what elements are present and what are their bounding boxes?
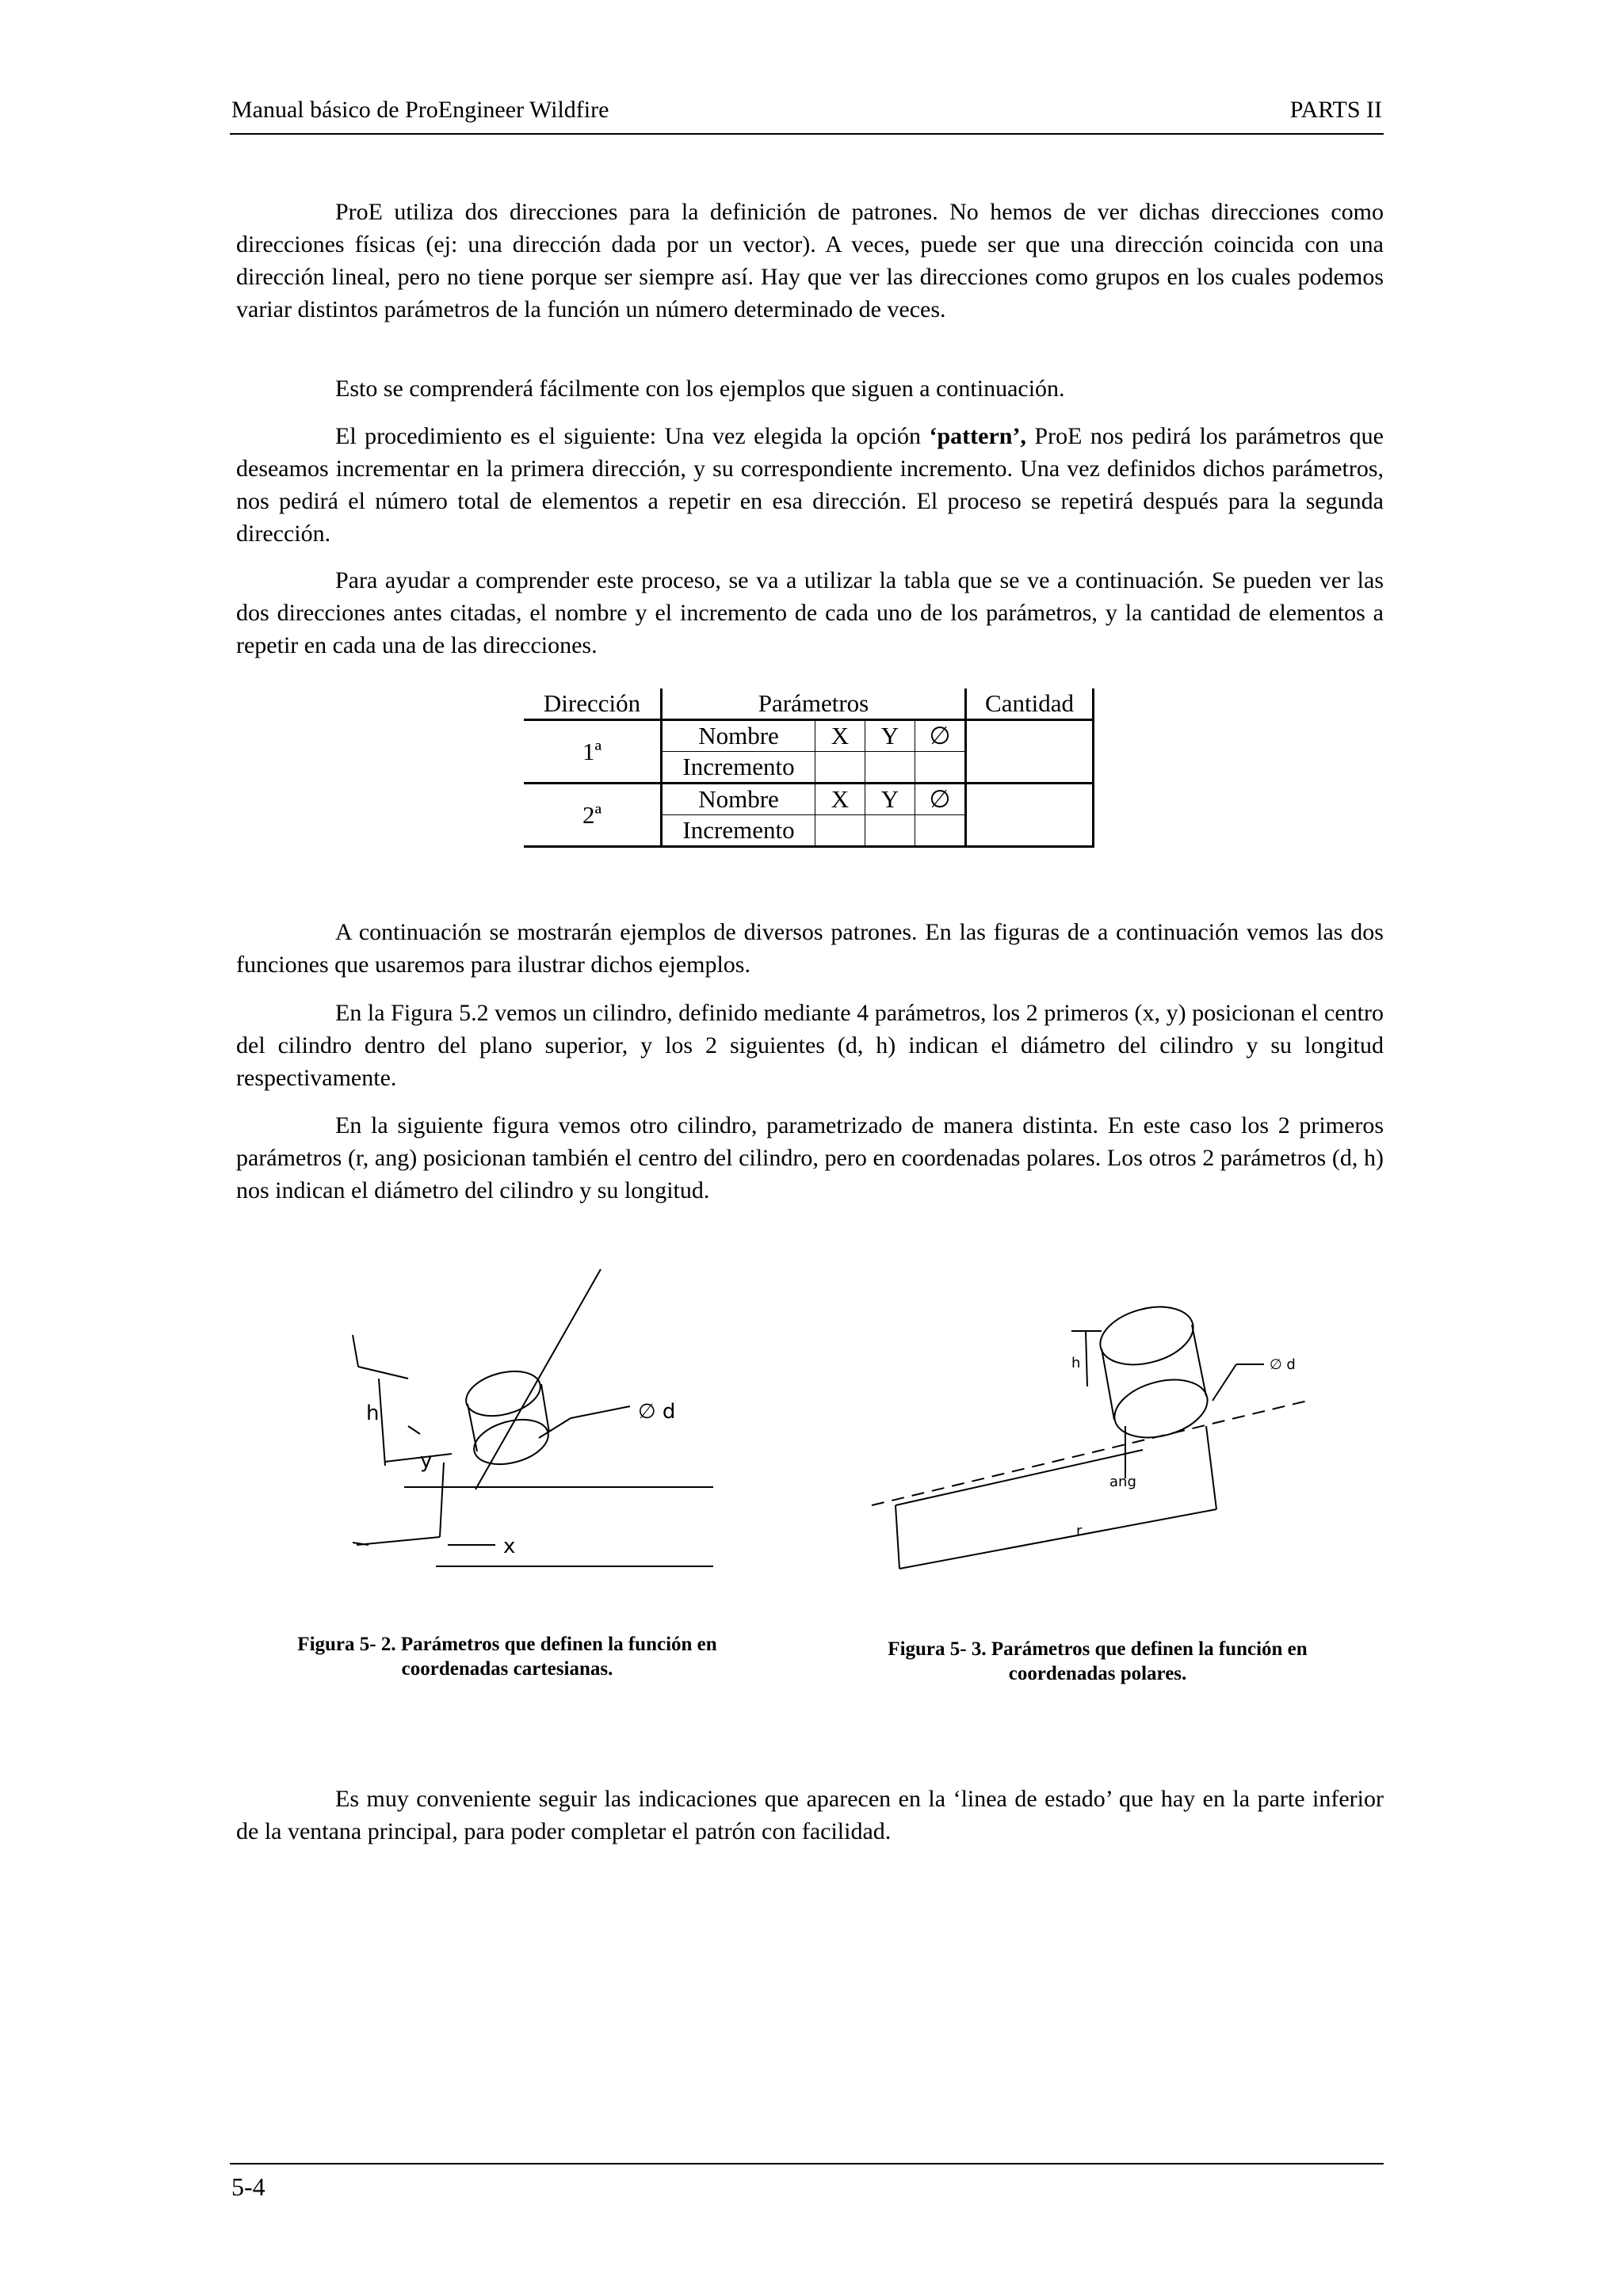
caption-line: Figura 5- 2. Parámetros que definen la función en bbox=[297, 1634, 717, 1655]
paragraph-6: En la Figura 5.2 vemos un cilindro, definido mediante 4 parámetros, los 2 primeros (x, y) posicionan el centro del cilindro dentro del plano superior, y los 2 siguientes (d, h) indican el diámetro del cilindro y su longitud respectivamente. bbox=[236, 1000, 1384, 1091]
page-number: 5-4 bbox=[231, 2172, 265, 2201]
page-footer bbox=[230, 2163, 1384, 2201]
param-x: X bbox=[815, 720, 865, 752]
polar-cylinder-figure bbox=[864, 1299, 1339, 1585]
increment-label: Incremento bbox=[662, 752, 815, 784]
label-y: y bbox=[420, 1449, 433, 1473]
increment-y bbox=[865, 752, 915, 784]
increment-x bbox=[815, 752, 865, 784]
figure-5-2-caption bbox=[265, 1632, 749, 1681]
header-direction: Dirección bbox=[524, 688, 662, 720]
label-r: r bbox=[1076, 1523, 1083, 1539]
increment-label: Incremento bbox=[662, 815, 815, 847]
label-h: h bbox=[366, 1402, 380, 1425]
paragraph-5: A continuación se mostrarán ejemplos de diversos patrones. En las figuras de a continuación vemos las dos funciones que usaremos para ilustrar dichos ejemplos. bbox=[236, 919, 1384, 978]
label-diameter: ∅ d bbox=[1270, 1356, 1296, 1373]
paragraph-4: Para ayudar a comprender este proceso, se va a utilizar la tabla que se ve a continuación. Se pueden ver las dos direcciones antes citadas, el nombre y el incremento de cada uno de los parámetros, y la cantidad de elementos a repetir en cada una de las direcciones. bbox=[236, 567, 1384, 658]
paragraph-1: ProE utiliza dos direcciones para la definición de patrones. No hemos de ver dichas direcciones como direcciones físicas (ej: una dirección dada por un vector). A veces, puede ser que una dirección coincida con una dirección lineal, pero no tiene porque ser siempre así. Hay que ver las direcciones como grupos en los cuales podemos variar distintos parámetros de la función un número determinado de veces. bbox=[236, 199, 1384, 322]
caption-line: Figura 5- 3. Parámetros que definen la función en bbox=[888, 1638, 1308, 1660]
param-y: Y bbox=[865, 784, 915, 815]
direction-cell: 1ª bbox=[524, 720, 662, 784]
param-diameter: ∅ bbox=[915, 784, 966, 815]
increment-y bbox=[865, 815, 915, 847]
figure-5-3-caption bbox=[856, 1637, 1339, 1686]
quantity-cell bbox=[966, 720, 1094, 784]
paragraph-3 bbox=[236, 420, 1384, 550]
pattern-option-name: ‘pattern’, bbox=[929, 423, 1026, 449]
increment-x bbox=[815, 815, 865, 847]
paragraph-2: Esto se comprenderá fácilmente con los ejemplos que siguen a continuación. bbox=[335, 376, 1065, 402]
document-title: Manual básico de ProEngineer Wildfire bbox=[231, 97, 609, 123]
label-diameter: ∅ d bbox=[638, 1400, 676, 1424]
label-x: x bbox=[503, 1535, 516, 1558]
increment-diameter bbox=[915, 815, 966, 847]
name-label: Nombre bbox=[662, 784, 815, 815]
paragraph-8: Es muy conveniente seguir las indicaciones que aparecen en la ‘linea de estado’ que hay en la parte inferior de la ventana principal, para poder completar el patrón con facilidad. bbox=[236, 1786, 1384, 1844]
section-title: PARTS II bbox=[1289, 97, 1382, 123]
page-header bbox=[230, 97, 1384, 135]
param-y: Y bbox=[865, 720, 915, 752]
param-diameter: ∅ bbox=[915, 720, 966, 752]
caption-line: coordenadas polares. bbox=[1008, 1663, 1187, 1684]
label-h: h bbox=[1071, 1355, 1081, 1371]
caption-line: coordenadas cartesianas. bbox=[401, 1658, 613, 1680]
table-row bbox=[524, 720, 1094, 752]
table-row bbox=[524, 784, 1094, 815]
param-x: X bbox=[815, 784, 865, 815]
paragraph-3-text-b: ProE nos pedirá los parámetros que deseamos incrementar en la primera dirección, y su correspondiente incremento. Una vez definidos dichos parámetros, nos pedirá el número total de elementos a repetir en esa dirección. El proceso se repetirá después para la segunda dirección. bbox=[236, 423, 1384, 547]
name-label: Nombre bbox=[662, 720, 815, 752]
quantity-cell bbox=[966, 784, 1094, 847]
label-ang: ang bbox=[1109, 1474, 1136, 1490]
cartesian-cylinder-figure bbox=[333, 1260, 777, 1577]
table-header-row bbox=[524, 688, 1094, 720]
increment-diameter bbox=[915, 752, 966, 784]
pattern-parameters-table bbox=[524, 688, 1094, 848]
header-parameters: Parámetros bbox=[662, 688, 966, 720]
header-quantity: Cantidad bbox=[966, 688, 1094, 720]
direction-cell: 2ª bbox=[524, 784, 662, 847]
paragraph-7: En la siguiente figura vemos otro cilindro, parametrizado de manera distinta. En este caso los 2 primeros parámetros (r, ang) posicionan también el centro del cilindro, pero en coordenadas polares. Los otros 2 parámetros (d, h) nos indican el diámetro del cilindro y su longitud. bbox=[236, 1112, 1384, 1203]
paragraph-3-text-a: El procedimiento es el siguiente: Una vez elegida la opción bbox=[335, 423, 930, 449]
